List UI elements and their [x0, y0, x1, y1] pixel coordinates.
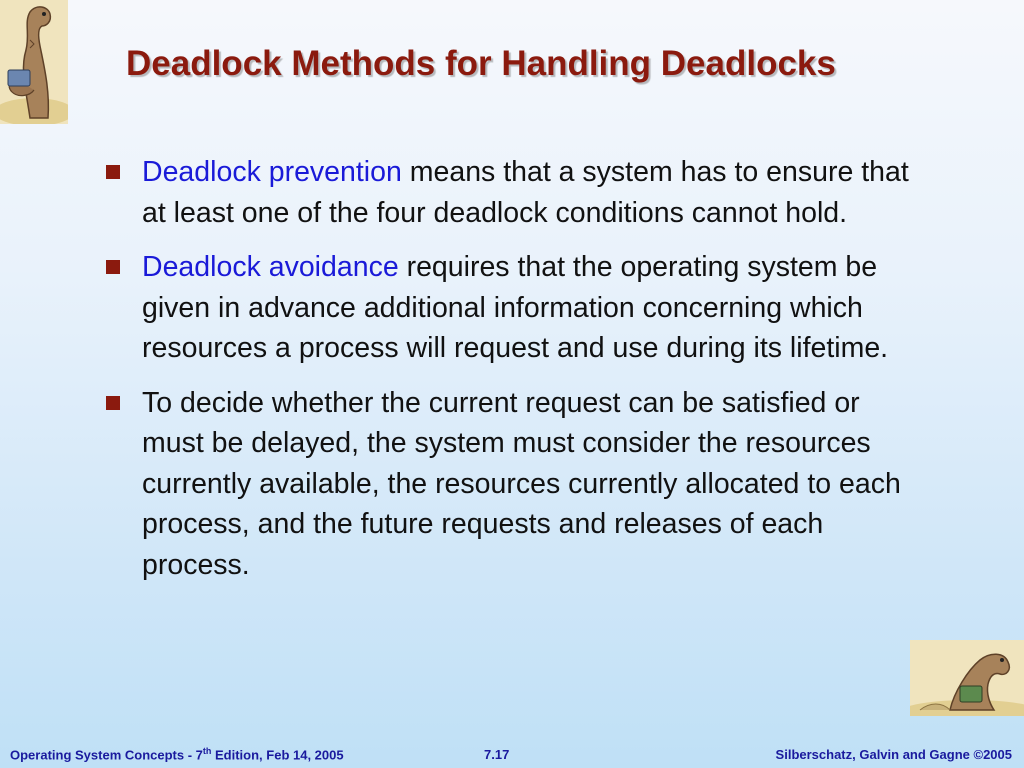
- dinosaur-logo-bottom: [910, 640, 1024, 716]
- dinosaur-logo-top: [0, 0, 68, 124]
- footer-left-suffix: Edition, Feb 14, 2005: [211, 747, 344, 762]
- slide-title: Deadlock Methods for Handling Deadlocks: [126, 44, 836, 83]
- bullet-term: Deadlock prevention: [142, 156, 402, 188]
- bullet-item: [104, 152, 924, 233]
- footer-left-prefix: Operating System Concepts - 7: [10, 747, 203, 762]
- footer-course-info: [10, 746, 344, 762]
- bullet-term: Deadlock avoidance: [142, 251, 399, 283]
- page-number: 7.17: [484, 747, 510, 762]
- bullet-list: [104, 152, 924, 599]
- footer-left-sup: th: [202, 745, 212, 756]
- square-bullet-icon: [106, 396, 120, 410]
- bullet-text: requires that the operating system be given in advance additional information concerning which resources a process will request and use during its lifetime.: [142, 251, 889, 364]
- footer-copyright: Silberschatz, Galvin and Gagne ©2005: [775, 747, 1012, 762]
- square-bullet-icon: [106, 165, 120, 179]
- bullet-item: [104, 247, 924, 369]
- bullet-text: means that a system has to ensure that at least one of the four deadlock conditions cannot hold.: [142, 156, 909, 229]
- bullet-item: [104, 383, 924, 586]
- bullet-text: To decide whether the current request can be satisfied or must be delayed, the system must consider the resources currently available, the resources currently allocated to each process, and the future requests and releases of each process.: [142, 386, 901, 581]
- square-bullet-icon: [106, 260, 120, 274]
